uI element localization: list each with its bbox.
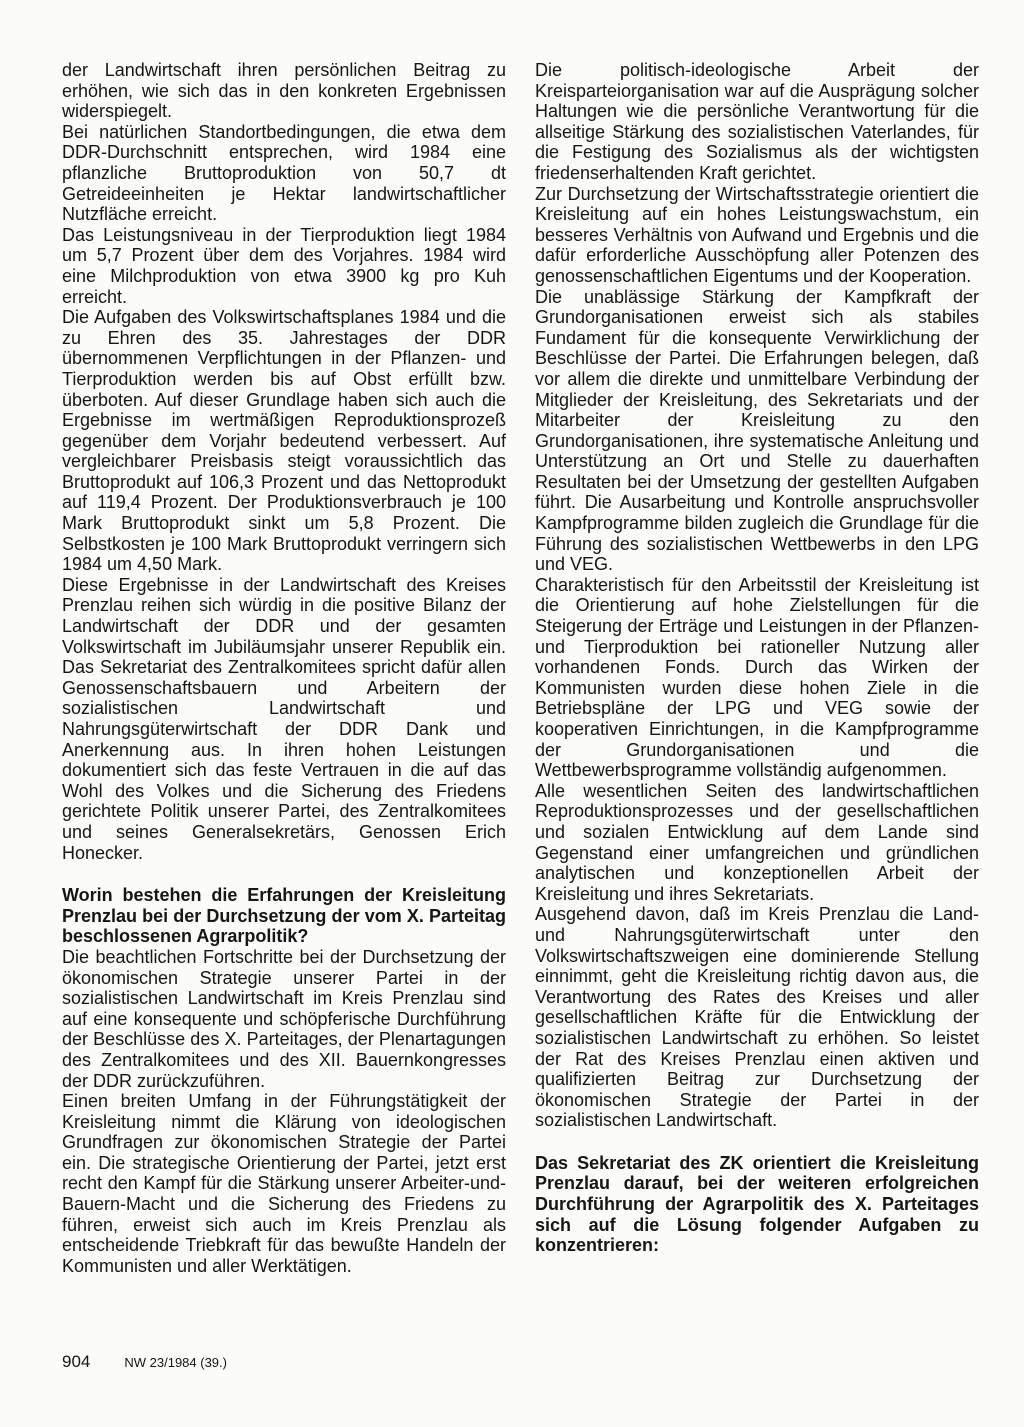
paragraph: Zur Durchsetzung der Wirtschaftsstrategie orientiert die Kreisleitung auf ein hohes Leistungswachstum, ein besseres Verhältnis von Aufwand und Ergebnis und die dafür erforderliche Ausschöpfung aller Potenzen des genossenschaftlichen Eigentums und der Kooperation.: [535, 183, 979, 286]
left-column: [62, 60, 506, 1276]
paragraph: Charakteristisch für den Arbeitsstil der Kreisleitung ist die Orientierung auf hohe Zielstellungen für die Steigerung der Erträge und Leistungen in der Pflanzen- und Tierproduktion bei rationeller Nutzung aller vorhandenen Fonds. Durch das Wirken der Kommunisten wurden diese hohen Ziele in die Betriebspläne der LPG und VEG sowie der kooperativen Einrichtungen, in die Kampfprogramme der Grundorganisationen und die Wettbewerbsprogramme vollständig aufgenommen.: [535, 574, 979, 781]
section-heading: Das Sekretariat des ZK orientiert die Kreisleitung Prenzlau darauf, bei der weiteren erfolgreichen Durchführung der Agrarpolitik des X. Parteitages sich auf die Lösung folgender Aufgaben zu konzentrieren:: [535, 1152, 979, 1256]
paragraph: Die politisch-ideologische Arbeit der Kreisparteiorganisation war auf die Ausprägung solcher Haltungen wie die persönliche Verantwortung für die allseitige Stärkung des sozialistischen Vaterlandes, für die Festigung des Sozialismus als der wichtigsten friedenserhaltenden Kraft gerichtet.: [535, 60, 979, 183]
paragraph: Ausgehend davon, daß im Kreis Prenzlau die Land- und Nahrungsgüterwirtschaft unter den Volkswirtschaftszweigen eine dominierende Stellung einnimmt, geht die Kreisleitung richtig davon aus, die Verantwortung des Rates des Kreises und aller gesellschaftlichen Kräfte für die Entwicklung der sozialistischen Landwirtschaft zu erhöhen. So leistet der Rat des Kreises Prenzlau einen aktiven und qualifizierten Beitrag zur Durchsetzung der ökonomischen Strategie der Partei in der sozialistischen Landwirtschaft.: [535, 904, 979, 1131]
paragraph: Alle wesentlichen Seiten des landwirtschaftlichen Reproduktionsprozesses und der gesellschaftlichen und sozialen Entwicklung auf dem Lande sind Gegenstand einer umfangreichen und gründlichen analytischen und konzeptionellen Arbeit der Kreisleitung und ihres Sekretariats.: [535, 780, 979, 904]
source-reference: NW 23/1984 (39.): [124, 1355, 227, 1370]
page-number: 904: [62, 1352, 91, 1371]
paragraph: der Landwirtschaft ihren persönlichen Beitrag zu erhöhen, wie sich das in den konkreten Ergebnissen widerspiegelt.: [62, 60, 506, 122]
page-footer: [62, 1352, 227, 1372]
paragraph: Einen breiten Umfang in der Führungstätigkeit der Kreisleitung nimmt die Klärung von ideologischen Grundfragen zur ökonomischen Strategie der Partei ein. Die strategische Orientierung der Partei, jetzt erst recht den Kampf für die Stärkung unserer Arbeiter-und-Bauern-Macht und die Sicherung des Friedens zu führen, erweist sich auch im Kreis Prenzlau als entscheidende Triebkraft für das bewußte Handeln der Kommunisten und aller Werktätigen.: [62, 1091, 506, 1276]
paragraph: Das Leistungsniveau in der Tierproduktion liegt 1984 um 5,7 Prozent über dem des Vorjahres. 1984 wird eine Milchproduktion von etwa 3900 kg pro Kuh erreicht.: [62, 224, 506, 307]
paragraph: Diese Ergebnisse in der Landwirtschaft des Kreises Prenzlau reihen sich würdig in die positive Bilanz der Landwirtschaft der DDR und der gesamten Volkswirtschaft im Jubiläumsjahr unserer Republik ein. Das Sekretariat des Zentralkomitees spricht dafür allen Genossenschaftsbauern und Arbeitern der sozialistischen Landwirtschaft und Nahrungsgüterwirtschaft der DDR Dank und Anerkennung aus. In ihren hohen Leistungen dokumentiert sich das feste Vertrauen in die auf das Wohl des Volkes und die Sicherung des Friedens gerichtete Politik unserer Partei, des Zentralkomitees und seines Generalsekretärs, Genossen Erich Honecker.: [62, 574, 506, 863]
section-heading: Worin bestehen die Erfahrungen der Kreisleitung Prenzlau bei der Durchsetzung der vom X. Parteitag beschlossenen Agrarpolitik?: [62, 885, 506, 947]
paragraph: Die unablässige Stärkung der Kampfkraft der Grundorganisationen erweist sich als stabiles Fundament für die konsequente Verwirklichung der Beschlüsse der Partei. Die Erfahrungen belegen, daß vor allem die direkte und unmittelbare Verbindung der Mitglieder der Kreisleitung, des Sekretariats und der Mitarbeiter der Kreisleitung zu den Grundorganisationen, ihre systematische Anleitung und Unterstützung an Ort und Stelle zu dauerhaften Resultaten bei der Umsetzung der gestellten Aufgaben führt. Die Ausarbeitung und Kontrolle anspruchsvoller Kampfprogramme bilden zugleich die Grundlage für die Führung des sozialistischen Wettbewerbs in den LPG und VEG.: [535, 286, 979, 575]
right-column: [535, 60, 979, 1256]
paragraph: Die beachtlichen Fortschritte bei der Durchsetzung der ökonomischen Strategie unserer Partei in der sozialistischen Landwirtschaft im Kreis Prenzlau sind auf eine konsequente und schöpferische Durchführung der Beschlüsse des X. Parteitages, der Plenartagungen des Zentralkomitees und des XII. Bauernkongresses der DDR zurückzuführen.: [62, 946, 506, 1091]
paragraph: Bei natürlichen Standortbedingungen, die etwa dem DDR-Durchschnitt entsprechen, wird 1984 eine pflanzliche Bruttoproduktion von 50,7 dt Getreideeinheiten je Hektar landwirtschaftlicher Nutzfläche erreicht.: [62, 121, 506, 225]
paragraph: Die Aufgaben des Volkswirtschaftsplanes 1984 und die zu Ehren des 35. Jahrestages der DDR übernommenen Verpflichtungen in der Pflanzen- und Tierproduktion werden bis auf Obst erfüllt bzw. überboten. Auf dieser Grundlage haben sich auch die Ergebnisse im wertmäßigen Reproduktionsprozeß gegenüber dem Vorjahr bedeutend verbessert. Auf vergleichbarer Preisbasis steigt voraussichtlich das Bruttoprodukt auf 106,3 Prozent und das Nettoprodukt auf 119,4 Prozent. Der Produktionsverbrauch je 100 Mark Bruttoprodukt sinkt um 5,8 Prozent. Die Selbstkosten je 100 Mark Bruttoprodukt verringern sich 1984 um 4,50 Mark.: [62, 307, 506, 575]
